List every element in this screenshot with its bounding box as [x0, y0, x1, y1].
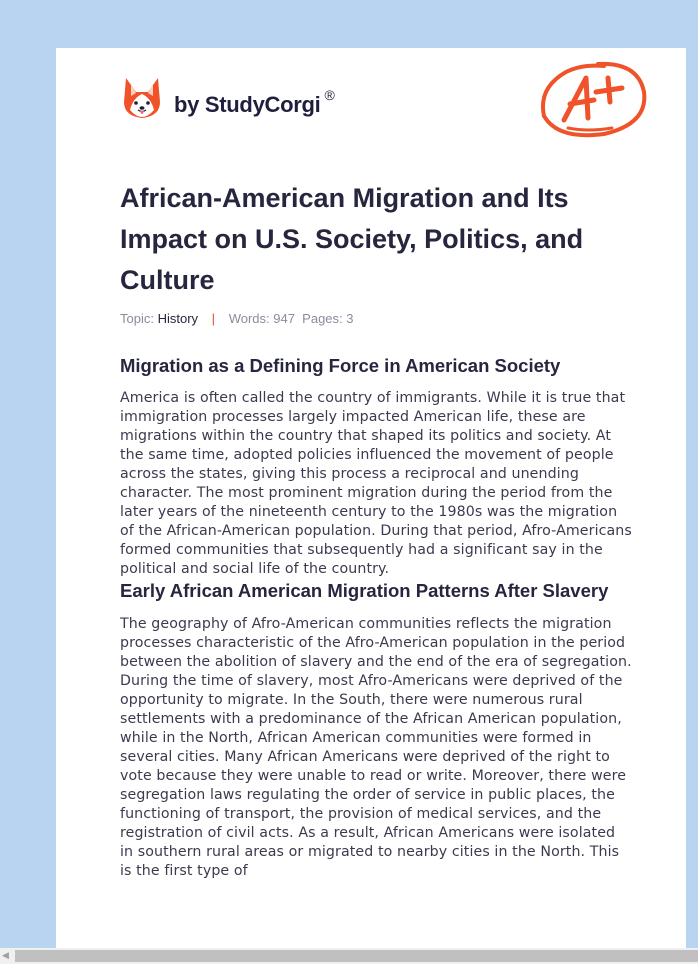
word-count: Words: 947	[228, 311, 295, 326]
corgi-logo-icon	[122, 76, 162, 120]
brand-name: by StudyCorgi ®	[174, 87, 335, 117]
grade-badge	[538, 58, 650, 146]
topic-label: Topic:	[120, 311, 154, 326]
registered-mark: ®	[324, 87, 335, 103]
scrollbar-thumb[interactable]	[15, 950, 698, 962]
meta-separator: |	[211, 311, 216, 326]
section-heading: Migration as a Defining Force in American Society	[120, 355, 561, 376]
article-title: African-American Migration and Its Impact on U.S. Society, Politics, and Culture	[120, 183, 584, 295]
studycorgi-logo[interactable]	[122, 76, 334, 120]
topic-link[interactable]: History	[157, 311, 199, 326]
section-heading: Early African American Migration Patterns After Slavery	[120, 580, 609, 601]
scroll-left-arrow-icon[interactable]: ◀	[2, 951, 9, 961]
page-count: Pages: 3	[302, 311, 354, 326]
a-plus-grade-icon	[538, 58, 650, 142]
document-card	[56, 48, 686, 953]
section-paragraph: America is often called the country of immigrants. While it is true that immigration processes largely impacted American life, these are migrations within the country that shaped its politics and society. At the same time, adopted policies influenced the movement of people across the states, giving this process a reciprocal and unending character. The most prominent migration during the period from the later years of the nineteenth century to the 1980s was the migration of the African-American population. During that period, Afro-Americans formed communities that subsequently had a significant say in the political and social life of the country.	[120, 390, 632, 577]
article-body	[120, 354, 632, 881]
horizontal-scrollbar[interactable]	[0, 948, 698, 964]
article-meta	[120, 311, 354, 326]
section-paragraph: The geography of Afro-American communities reflects the migration processes characteristic of the Afro-American population in the period between the abolition of slavery and the end of the era of segregation. During the time of slavery, most Afro-Americans were deprived of the opportunity to migrate. In the South, there were numerous rural settlements with a predominance of the African American population, while in the North, African American communities were formed in several cities. Many African Americans were deprived of the right to vote because they were unable to read or write. Moreover, there were segregation laws regulating the order of service in public places, the functioning of transport, the provision of medical services, and the registration of civil acts. As a result, African Americans were isolated in southern rural areas or migrated to nearby cities in the North. This is the first type of	[120, 616, 632, 879]
